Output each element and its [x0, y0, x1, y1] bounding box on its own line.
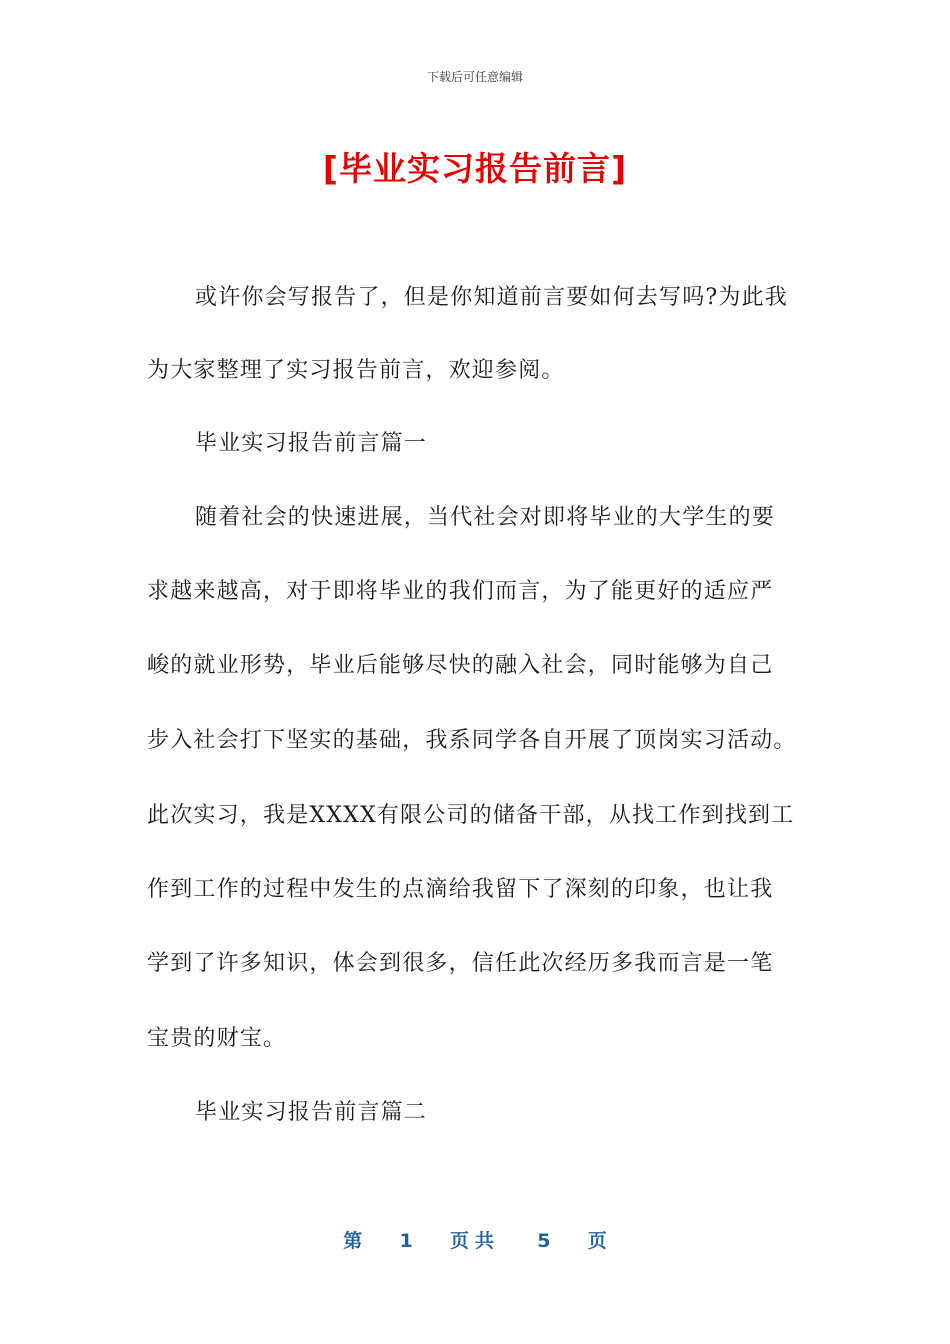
- paragraph-line: 此次实习，我是XXXX有限公司的储备干部，从找工作到找到工: [147, 803, 795, 828]
- paragraph-line: 学到了许多知识，体会到很多，信任此次经历多我而言是一笔: [147, 951, 774, 976]
- page-label-suffix: 页: [587, 1230, 607, 1252]
- paragraph-line: 随着社会的快速进展，当代社会对即将毕业的大学生的要: [195, 505, 776, 530]
- section-heading: 毕业实习报告前言篇一: [195, 431, 428, 456]
- paragraph-line: 作到工作的过程中发生的点滴给我留下了深刻的印象，也让我: [147, 877, 774, 902]
- page-number-footer: [0, 1226, 950, 1253]
- paragraph-line: 或许你会写报告了，但是你知道前言要如何去写吗?为此我: [195, 285, 788, 310]
- header-note: 下载后可任意编辑: [426, 70, 523, 84]
- paragraph-line: 步入社会打下坚实的基础，我系同学各自开展了顶岗实习活动。: [147, 728, 797, 753]
- document-title: [毕业实习报告前言]: [322, 149, 628, 188]
- page-label-mid: 页共: [449, 1230, 500, 1252]
- paragraph-line: 为大家整理了实习报告前言，欢迎参阅。: [147, 358, 565, 383]
- current-page-number: 1: [399, 1230, 413, 1252]
- page-label-prefix: 第: [343, 1230, 363, 1252]
- total-pages-number: 5: [537, 1230, 551, 1252]
- paragraph-line: 峻的就业形势，毕业后能够尽快的融入社会，同时能够为自己: [147, 653, 774, 678]
- paragraph-line: 求越来越高，对于即将毕业的我们而言，为了能更好的适应严: [147, 579, 774, 604]
- paragraph-line: 宝贵的财宝。: [147, 1026, 287, 1051]
- section-heading: 毕业实习报告前言篇二: [195, 1100, 428, 1125]
